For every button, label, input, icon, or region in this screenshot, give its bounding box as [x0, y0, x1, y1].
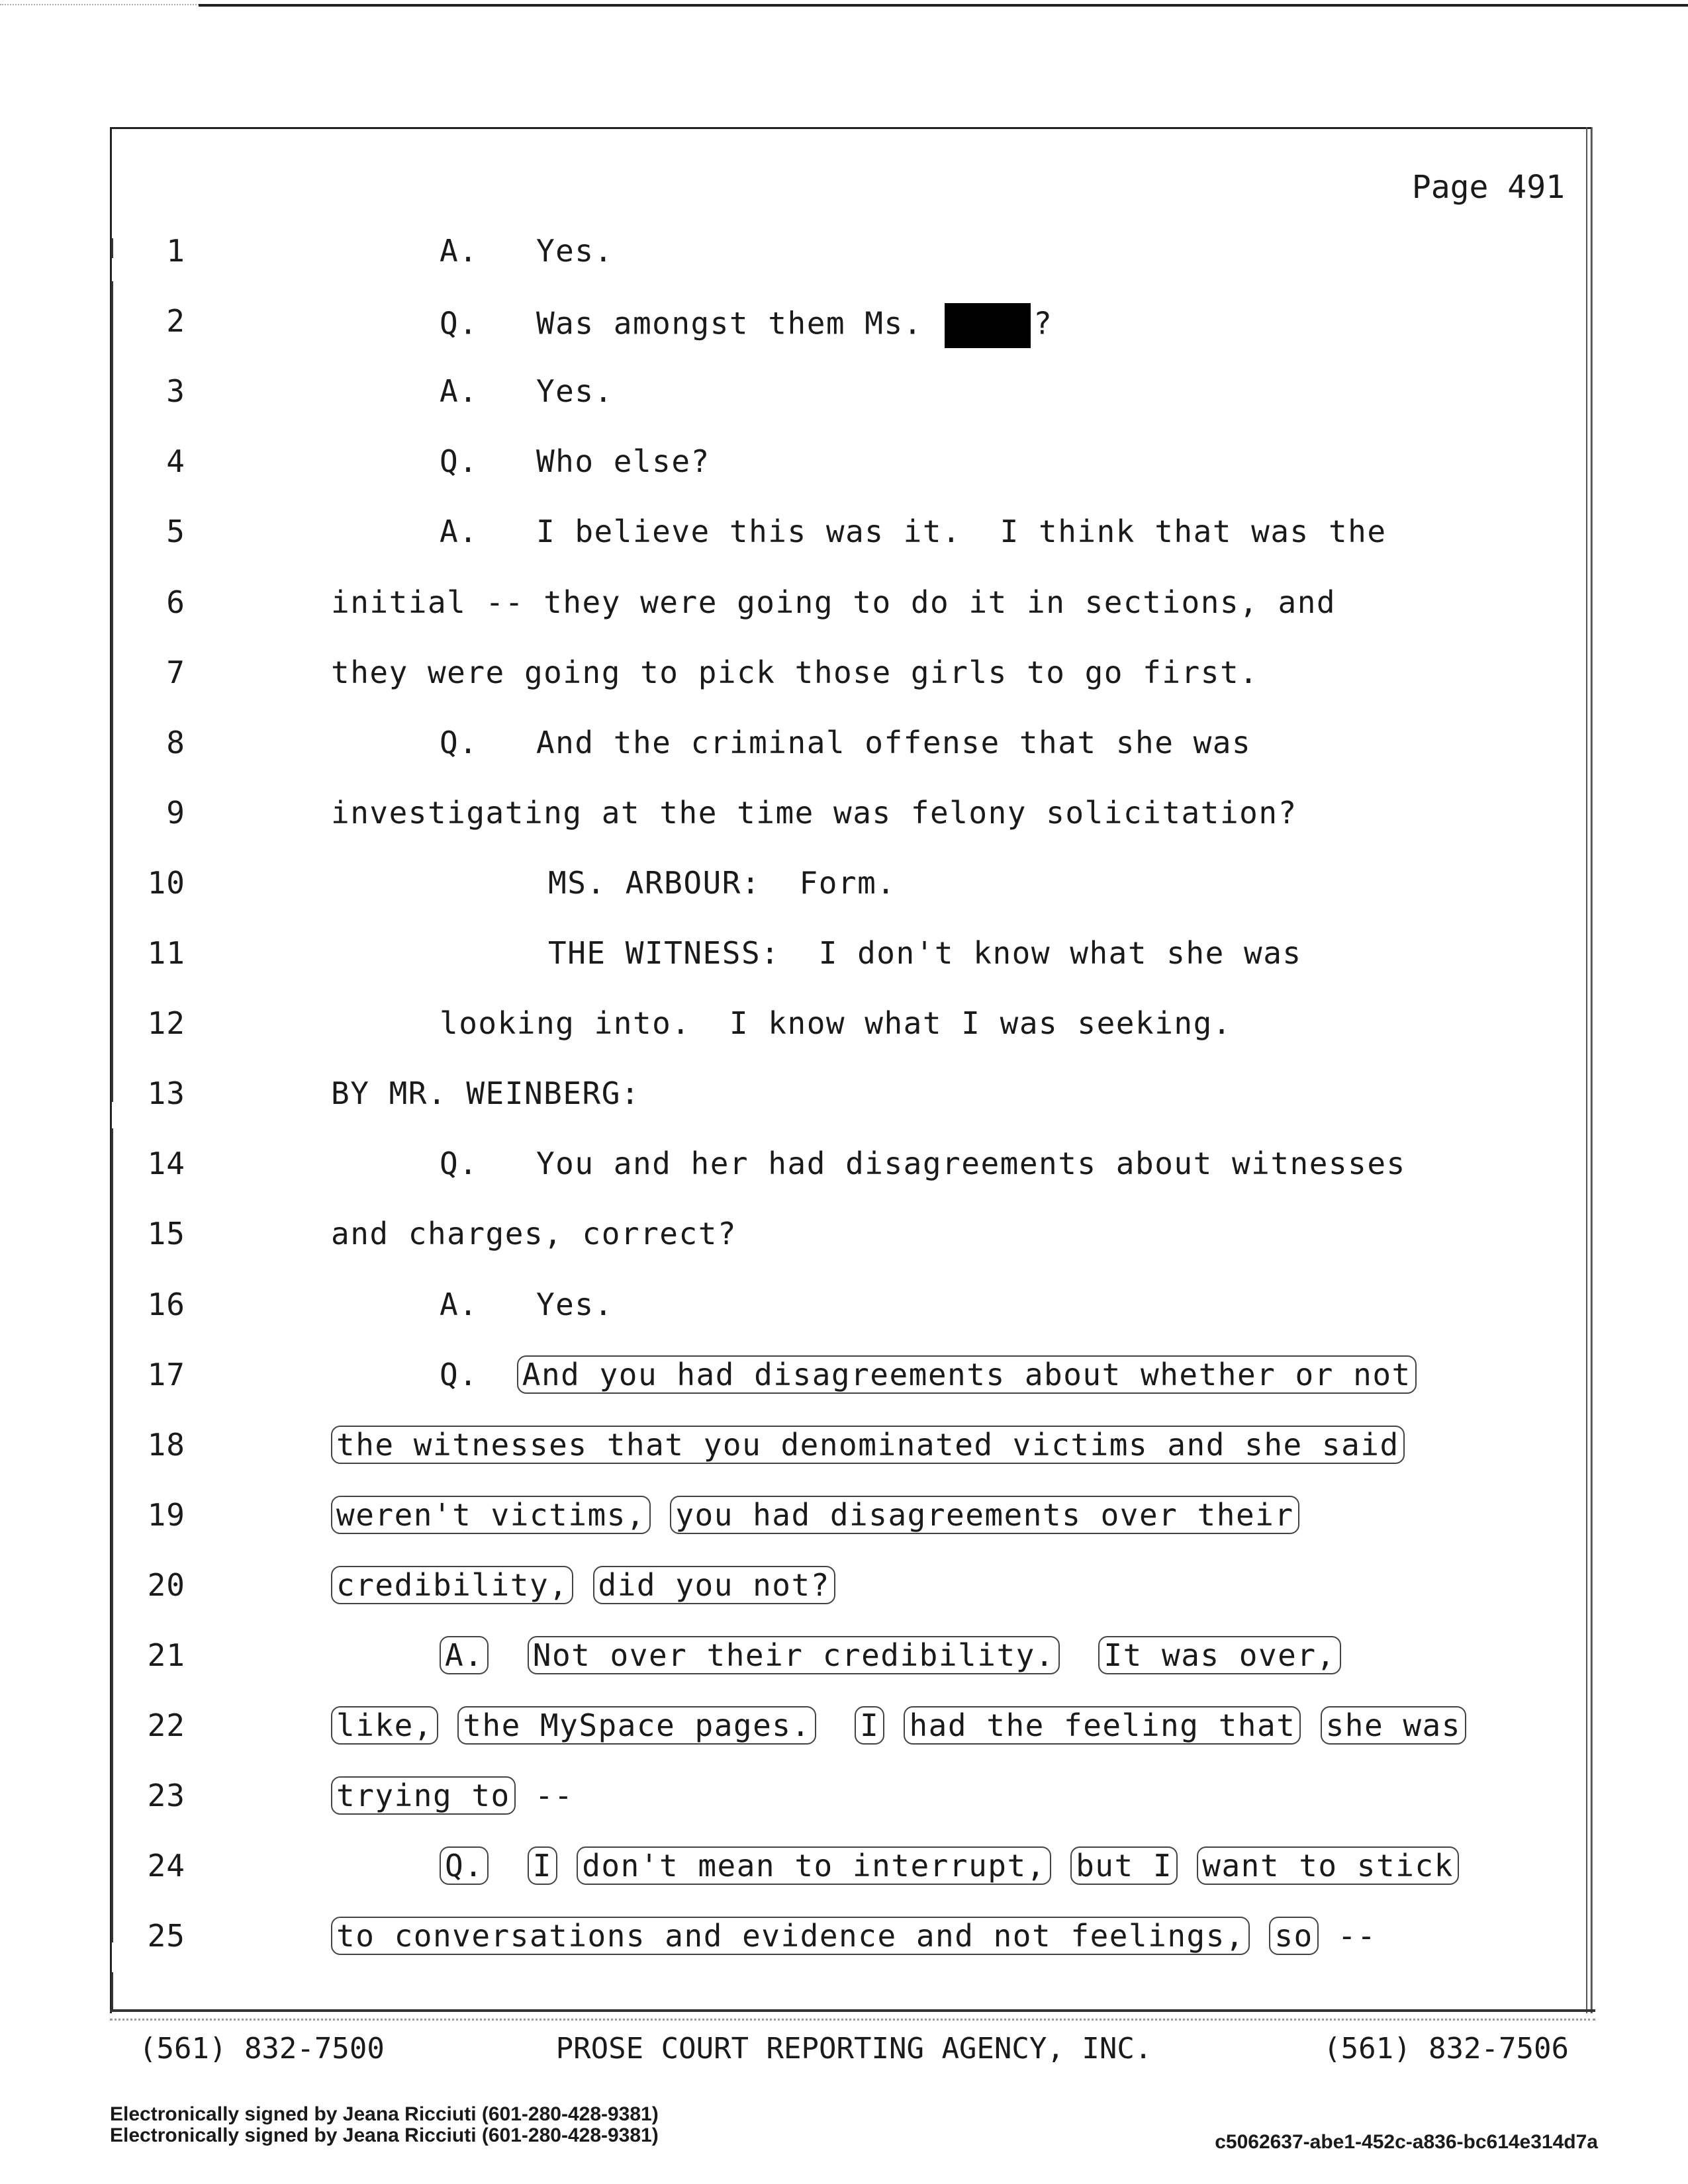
transcript-line — [0, 233, 1688, 303]
circled-phrase: A. — [440, 1636, 489, 1674]
plain-text — [557, 1848, 577, 1884]
line-number: 4 — [166, 443, 185, 480]
page-number: Page 491 — [1411, 169, 1565, 206]
signature-line-1: Electronically signed by Jeana Ricciuti (601-280-428-9381) — [110, 2103, 659, 2125]
plain-text: -- — [515, 1778, 574, 1814]
transcript-line — [0, 1918, 1688, 1988]
line-number: 24 — [147, 1848, 185, 1884]
plain-text — [651, 1497, 670, 1533]
transcript-line — [0, 1005, 1688, 1075]
circled-phrase: the MySpace pages. — [457, 1706, 816, 1745]
transcript-line — [0, 1146, 1688, 1216]
transcript-line — [0, 584, 1688, 655]
line-number: 13 — [147, 1075, 185, 1112]
circled-phrase: but I — [1070, 1846, 1178, 1885]
transcript-line — [0, 1216, 1688, 1286]
line-number: 25 — [147, 1918, 185, 1954]
line-text — [440, 1357, 1417, 1392]
transcript-line — [0, 1497, 1688, 1567]
transcript-line — [0, 1075, 1688, 1146]
circled-phrase: And you had disagreements about whether or not — [517, 1355, 1417, 1394]
line-number: 18 — [147, 1426, 185, 1463]
line-text: A. Yes. — [440, 233, 614, 269]
plain-text — [438, 1707, 457, 1743]
line-number: 7 — [166, 654, 185, 690]
line-number: 8 — [166, 724, 185, 760]
line-number: 21 — [147, 1637, 185, 1673]
transcript-line — [0, 443, 1688, 514]
plain-text — [489, 1637, 527, 1673]
line-text: A. Yes. — [440, 1286, 614, 1322]
line-text — [440, 1848, 1459, 1884]
line-text: initial -- they were going to do it in sections, and — [331, 584, 1336, 620]
plain-text: Q. — [440, 1356, 517, 1392]
circled-phrase: you had disagreements over their — [670, 1496, 1299, 1534]
line-text: investigating at the time was felony solicitation? — [331, 794, 1297, 831]
transcript-line — [0, 795, 1688, 865]
circled-phrase: trying to — [331, 1776, 516, 1815]
line-number: 19 — [147, 1496, 185, 1533]
transcript-line — [0, 1567, 1688, 1637]
signature-line-2: Electronically signed by Jeana Ricciuti (601-280-428-9381) — [110, 2124, 659, 2146]
plain-text — [1178, 1848, 1197, 1884]
line-text: Q. And the criminal offense that she was — [440, 724, 1252, 760]
line-number: 20 — [147, 1567, 185, 1603]
circled-phrase: weren't victims, — [331, 1496, 651, 1534]
line-text — [331, 1497, 1299, 1533]
transcript-line — [0, 1287, 1688, 1357]
line-text: MS. ARBOUR: Form. — [548, 864, 896, 901]
top-scan-line — [199, 4, 1688, 7]
line-text: they were going to pick those girls to go first. — [331, 654, 1259, 690]
plain-text — [816, 1707, 855, 1743]
circled-phrase: don't mean to interrupt, — [577, 1846, 1051, 1885]
line-number: 12 — [147, 1005, 185, 1042]
circled-phrase: I — [528, 1846, 557, 1885]
circled-phrase: It was over, — [1098, 1636, 1340, 1674]
transcript-line — [0, 1778, 1688, 1848]
document-hash: c5062637-abe1-452c-a836-bc614e314d7a — [1215, 2131, 1598, 2153]
line-text: Q. Was amongst them Ms. ? — [440, 303, 1053, 348]
line-text: A. Yes. — [440, 373, 614, 410]
transcript-line — [0, 1427, 1688, 1497]
circled-phrase: Not over their credibility. — [528, 1636, 1060, 1674]
line-number: 9 — [166, 794, 185, 831]
line-text — [331, 1707, 1466, 1743]
line-number: 14 — [147, 1146, 185, 1182]
line-number: 11 — [147, 935, 185, 971]
line-text-after-redaction: ? — [1033, 305, 1053, 341]
line-text: THE WITNESS: I don't know what she was — [548, 935, 1302, 971]
line-number: 6 — [166, 584, 185, 620]
transcript-line — [0, 865, 1688, 935]
line-number: 2 — [166, 303, 185, 340]
circled-phrase: the witnesses that you denominated victims and she said — [331, 1426, 1405, 1464]
line-text — [331, 1567, 835, 1603]
plain-text: -- — [1318, 1918, 1377, 1954]
footer-phone-left: (561) 832-7500 — [139, 2032, 385, 2066]
line-text: Q. You and her had disagreements about witnesses — [440, 1146, 1406, 1182]
line-number: 3 — [166, 373, 185, 410]
line-text: and charges, correct? — [331, 1216, 737, 1252]
footer-agency-name: PROSE COURT REPORTING AGENCY, INC. — [555, 2032, 1152, 2066]
transcript-line — [0, 935, 1688, 1005]
transcript-line — [0, 1357, 1688, 1427]
line-number: 10 — [147, 864, 185, 901]
line-text: BY MR. WEINBERG: — [331, 1075, 641, 1112]
circled-phrase: so — [1269, 1917, 1318, 1955]
line-number: 15 — [147, 1216, 185, 1252]
circled-phrase: want to stick — [1197, 1846, 1459, 1885]
transcript-line — [0, 1707, 1688, 1778]
circled-phrase: she was — [1321, 1706, 1466, 1745]
transcript-line — [0, 655, 1688, 725]
line-number: 22 — [147, 1707, 185, 1744]
redaction-box — [945, 303, 1031, 348]
line-number: 23 — [147, 1778, 185, 1814]
plain-text — [1250, 1918, 1269, 1954]
transcript-line — [0, 725, 1688, 795]
line-number: 5 — [166, 514, 185, 550]
transcript-line — [0, 373, 1688, 443]
plain-text — [1051, 1848, 1070, 1884]
line-text — [331, 1778, 573, 1813]
transcript-line — [0, 1848, 1688, 1918]
line-text: Q. Who else? — [440, 443, 710, 480]
frame-bottom-border — [110, 2009, 1595, 2021]
line-text — [440, 1637, 1341, 1673]
circled-phrase: had the feeling that — [904, 1706, 1301, 1745]
transcript-line — [0, 514, 1688, 584]
line-text: looking into. I know what I was seeking. — [440, 1005, 1232, 1042]
plain-text — [884, 1707, 904, 1743]
circled-phrase: like, — [331, 1706, 438, 1745]
circled-phrase: to conversations and evidence and not feelings, — [331, 1917, 1250, 1955]
line-number: 1 — [166, 233, 185, 269]
circled-phrase: credibility, — [331, 1566, 573, 1604]
circled-phrase: did you not? — [593, 1566, 835, 1604]
plain-text — [489, 1848, 527, 1884]
line-text — [331, 1427, 1405, 1463]
plain-text — [1301, 1707, 1320, 1743]
circled-phrase: I — [855, 1706, 884, 1745]
line-text — [331, 1918, 1376, 1954]
plain-text — [573, 1567, 592, 1603]
transcript-line — [0, 1637, 1688, 1707]
line-text: A. I believe this was it. I think that was the — [440, 514, 1387, 550]
circled-phrase: Q. — [440, 1846, 489, 1885]
transcript-line — [0, 303, 1688, 373]
footer-phone-right: (561) 832-7506 — [1323, 2032, 1569, 2066]
footer-agency-bar — [139, 2032, 1569, 2066]
line-number: 16 — [147, 1286, 185, 1322]
line-number: 17 — [147, 1356, 185, 1392]
plain-text — [1060, 1637, 1098, 1673]
